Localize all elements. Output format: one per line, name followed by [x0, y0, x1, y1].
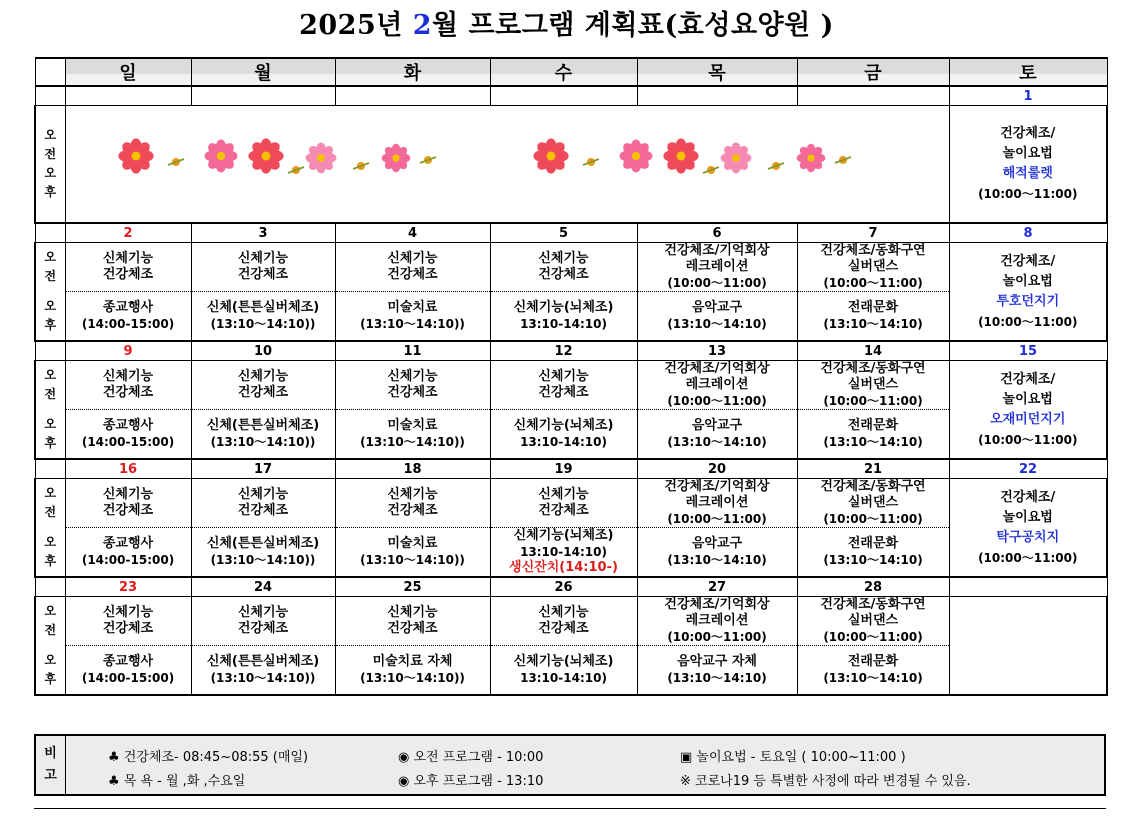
- pm-program-cell: 신체(튼튼실버체조) (13:10～14:10)): [191, 292, 335, 342]
- flower-garland-decoration: [106, 136, 966, 196]
- weekday-header: 목: [637, 58, 797, 86]
- am-program-cell: 신체기능 건강체조: [490, 597, 637, 646]
- pm-program-cell: 미술치료 자체 (13:10～14:10)): [335, 646, 490, 696]
- calendar-table: [34, 57, 1108, 696]
- pm-program-cell: 신체(튼튼실버체조) (13:10～14:10)): [191, 646, 335, 696]
- day-number: 18: [335, 459, 490, 479]
- header-corner: [35, 58, 65, 86]
- day-number: [335, 86, 490, 106]
- day-number: [637, 86, 797, 106]
- day-number: 5: [490, 223, 637, 243]
- pm-program-cell: 신체기능(뇌체조) 13:10-14:10): [490, 292, 637, 342]
- am-row: [35, 243, 1107, 292]
- day-number: 12: [490, 341, 637, 361]
- side-label-pm: 오 후: [35, 646, 65, 696]
- weekday-header: 화: [335, 58, 490, 86]
- pm-program-cell: 전래문화 (13:10～14:10): [797, 292, 949, 342]
- side-label-am: 오 전: [35, 597, 65, 646]
- weekday-header: 일: [65, 58, 191, 86]
- day-number: 20: [637, 459, 797, 479]
- pm-row: [35, 528, 1107, 578]
- day-number: 7: [797, 223, 949, 243]
- day-number: 15: [949, 341, 1107, 361]
- day-number: 27: [637, 577, 797, 597]
- bottom-divider: [34, 808, 1106, 809]
- am-program-cell: 신체기능 건강체조: [335, 361, 490, 410]
- am-row: [35, 597, 1107, 646]
- weekday-header: 월: [191, 58, 335, 86]
- day-number: 17: [191, 459, 335, 479]
- day-number: 25: [335, 577, 490, 597]
- pm-program-cell: 종교행사 (14:00-15:00): [65, 410, 191, 460]
- am-program-cell: 건강체조/동화구연 실버댄스 (10:00～11:00): [797, 361, 949, 410]
- day-number: 26: [490, 577, 637, 597]
- day-number: 10: [191, 341, 335, 361]
- pm-program-cell: 전래문화 (13:10～14:10): [797, 410, 949, 460]
- day-number: 8: [949, 223, 1107, 243]
- am-program-cell: 신체기능 건강체조: [65, 361, 191, 410]
- side-label-am: 오 전: [35, 479, 65, 528]
- note-exercise: ♣ 건강체조- 08:45~08:55 (매일): [108, 750, 309, 765]
- pm-row: [35, 292, 1107, 342]
- pm-row: [35, 410, 1107, 460]
- day-number: 9: [65, 341, 191, 361]
- weekday-header: 금: [797, 58, 949, 86]
- day-number: 3: [191, 223, 335, 243]
- pm-program-cell: 음악교구 자체 (13:10～14:10): [637, 646, 797, 696]
- pm-program-cell: 미술치료 (13:10～14:10)): [335, 528, 490, 578]
- am-program-cell: 건강체조/동화구연 실버댄스 (10:00～11:00): [797, 597, 949, 646]
- am-program-cell: 신체기능 건강체조: [490, 361, 637, 410]
- pm-program-cell: 전래문화 (13:10～14:10): [797, 528, 949, 578]
- day-number: [65, 86, 191, 106]
- day-number: 19: [490, 459, 637, 479]
- am-program-cell: 건강체조/기억회상 레크레이션 (10:00～11:00): [637, 597, 797, 646]
- am-program-cell: 신체기능 건강체조: [335, 243, 490, 292]
- am-program-cell: 건강체조/동화구연 실버댄스 (10:00～11:00): [797, 243, 949, 292]
- pm-program-cell: 음악교구 (13:10～14:10): [637, 410, 797, 460]
- am-program-cell: 신체기능 건강체조: [191, 479, 335, 528]
- note-am-program: ◉ 오전 프로그램 - 10:00: [398, 750, 544, 765]
- day-number: 4: [335, 223, 490, 243]
- flower-decoration-cell: [65, 106, 949, 224]
- pm-program-cell: 미술치료 (13:10～14:10)): [335, 410, 490, 460]
- pm-program-cell: 음악교구 (13:10～14:10): [637, 528, 797, 578]
- pm-row: [35, 646, 1107, 696]
- pm-program-cell: 종교행사 (14:00-15:00): [65, 646, 191, 696]
- day-number: 2: [65, 223, 191, 243]
- am-program-cell: 건강체조/기억회상 레크레이션 (10:00～11:00): [637, 243, 797, 292]
- am-program-cell: 신체기능 건강체조: [191, 243, 335, 292]
- pm-program-cell: 신체(튼튼실버체조) (13:10～14:10)): [191, 528, 335, 578]
- am-program-cell: 신체기능 건강체조: [65, 243, 191, 292]
- daynum-row: [35, 223, 1107, 243]
- notes-label: 비 고: [36, 736, 66, 794]
- saturday-cell: 건강체조/ 놀이요법 투호던지기 (10:00～11:00): [949, 243, 1107, 342]
- notes-box: [34, 734, 1106, 796]
- title-month: 2: [412, 10, 433, 41]
- am-program-cell: 신체기능 건강체조: [191, 597, 335, 646]
- note-change-notice: ※ 코로나19 등 특별한 사정에 따라 변경될 수 있음.: [680, 774, 971, 789]
- pm-program-cell: 신체기능(뇌체조) 13:10-14:10): [490, 410, 637, 460]
- am-program-cell: 신체기능 건강체조: [65, 479, 191, 528]
- note-bath: ♣ 목 욕 - 월 ,화 ,수요일: [108, 774, 246, 789]
- day-number: [490, 86, 637, 106]
- weekday-header: 토: [949, 58, 1107, 86]
- daynum-row: [35, 459, 1107, 479]
- daynum-row: [35, 341, 1107, 361]
- am-row: [35, 361, 1107, 410]
- pm-program-cell: 종교행사 (14:00-15:00): [65, 292, 191, 342]
- pm-program-cell: 음악교구 (13:10～14:10): [637, 292, 797, 342]
- day-number: [797, 86, 949, 106]
- am-program-cell: 신체기능 건강체조: [335, 479, 490, 528]
- day-number: 14: [797, 341, 949, 361]
- week1-row: [35, 106, 1107, 224]
- day-number: 11: [335, 341, 490, 361]
- day-number: 1: [949, 86, 1107, 106]
- am-row: [35, 479, 1107, 528]
- am-program-cell: 건강체조/기억회상 레크레이션 (10:00～11:00): [637, 361, 797, 410]
- title-suffix: 월 프로그램 계획표(효성요양원 ): [432, 10, 834, 41]
- day-number: 23: [65, 577, 191, 597]
- pm-program-cell: 신체(튼튼실버체조) (13:10～14:10)): [191, 410, 335, 460]
- am-program-cell: 신체기능 건강체조: [65, 597, 191, 646]
- day-number: 28: [797, 577, 949, 597]
- week1-daynum-row: [35, 86, 1107, 106]
- side-label-allday: 오 전 오 후: [35, 106, 65, 224]
- am-program-cell: 신체기능 건강체조: [490, 243, 637, 292]
- am-program-cell: 건강체조/동화구연 실버댄스 (10:00～11:00): [797, 479, 949, 528]
- day-number: 22: [949, 459, 1107, 479]
- side-label-am: 오 전: [35, 361, 65, 410]
- day-number: 13: [637, 341, 797, 361]
- am-program-cell: 신체기능 건강체조: [490, 479, 637, 528]
- am-program-cell: 신체기능 건강체조: [191, 361, 335, 410]
- saturday-cell: 건강체조/ 놀이요법 오재미던지기 (10:00～11:00): [949, 361, 1107, 460]
- saturday-cell: [949, 597, 1107, 696]
- day-number: 21: [797, 459, 949, 479]
- weekday-header: 수: [490, 58, 637, 86]
- weekday-header-row: [35, 58, 1107, 86]
- title-prefix: 2025년: [299, 10, 413, 41]
- pm-program-cell: 미술치료 (13:10～14:10)): [335, 292, 490, 342]
- day-number: [949, 577, 1107, 597]
- page-title: [0, 6, 1133, 46]
- day-number: 6: [637, 223, 797, 243]
- day-number: 16: [65, 459, 191, 479]
- side-label-pm: 오 후: [35, 292, 65, 342]
- pm-program-cell: 종교행사 (14:00-15:00): [65, 528, 191, 578]
- day-number: [191, 86, 335, 106]
- daynum-row: [35, 577, 1107, 597]
- day-number: 24: [191, 577, 335, 597]
- side-label-pm: 오 후: [35, 410, 65, 460]
- side-label-am: 오 전: [35, 243, 65, 292]
- side-label-pm: 오 후: [35, 528, 65, 578]
- am-program-cell: 신체기능 건강체조: [335, 597, 490, 646]
- note-pm-program: ◉ 오후 프로그램 - 13:10: [398, 774, 544, 789]
- pm-program-cell: 전래문화 (13:10～14:10): [797, 646, 949, 696]
- note-play-therapy: ▣ 놀이요법 - 토요일 ( 10:00~11:00 ): [680, 750, 906, 765]
- pm-program-cell: 신체기능(뇌체조) 13:10-14:10): [490, 646, 637, 696]
- pm-program-cell: 신체기능(뇌체조) 13:10-14:10) 생신잔치(14:10-): [490, 528, 637, 578]
- saturday-cell: 건강체조/ 놀이요법 해적룰렛 (10:00～11:00): [949, 106, 1107, 224]
- am-program-cell: 건강체조/기억회상 레크레이션 (10:00～11:00): [637, 479, 797, 528]
- saturday-cell: 건강체조/ 놀이요법 탁구공치지 (10:00～11:00): [949, 479, 1107, 578]
